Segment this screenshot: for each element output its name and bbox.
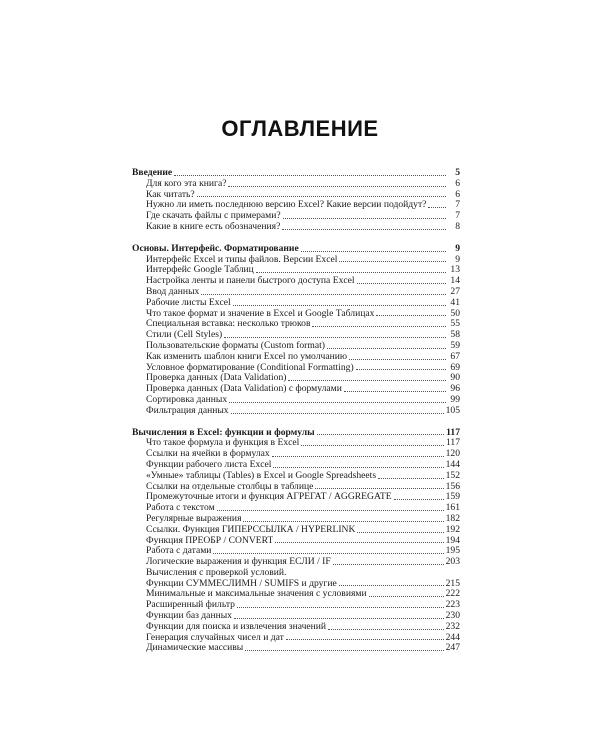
dot-leader — [228, 186, 446, 187]
entry-title: Интерфейс Google Таблиц — [146, 265, 254, 276]
toc-entry — [132, 341, 460, 352]
toc-entry — [132, 514, 460, 525]
dot-leader — [229, 402, 446, 403]
entry-title: Динамические массивы — [146, 643, 244, 654]
toc-section — [132, 244, 460, 417]
toc-entry — [132, 449, 460, 460]
page-number: 105 — [445, 404, 460, 416]
dot-leader — [376, 315, 446, 316]
toc-entry — [132, 330, 460, 341]
toc-entry — [132, 265, 460, 276]
toc-section-heading — [132, 428, 460, 439]
toc-entry — [132, 503, 460, 514]
toc-section — [132, 428, 460, 655]
dot-leader — [282, 229, 446, 230]
entry-title: Что такое формула и функция в Excel — [146, 438, 300, 449]
page-number: 244 — [445, 631, 460, 643]
page-number: 41 — [450, 296, 460, 308]
dot-leader — [237, 607, 444, 608]
toc-entry — [132, 525, 460, 536]
dot-leader — [312, 326, 446, 327]
toc-entry — [132, 579, 460, 590]
dot-leader — [272, 456, 444, 457]
toc-entry — [132, 568, 460, 579]
entry-title: Минимальные и максимальные значения с условиями — [146, 589, 367, 600]
page-number: 27 — [450, 285, 460, 297]
entry-title: Промежуточные итоги и функция АГРЕГАТ / AGGREGATE — [146, 492, 392, 503]
dot-leader — [224, 337, 446, 338]
toc-entry — [132, 298, 460, 309]
entry-title: Какие в книге есть обозначения? — [146, 221, 281, 232]
toc-entry — [132, 373, 460, 384]
entry-title: Ссылки на ячейки в формулах — [146, 449, 270, 460]
toc-entry — [132, 200, 460, 211]
dot-leader — [349, 359, 446, 360]
entry-title: Настройка ленты и панели быстрого доступа Excel — [146, 276, 355, 287]
page-number: 7 — [455, 210, 460, 222]
toc-entry — [132, 363, 460, 374]
entry-title: Функция ПРЕОБР / CONVERT — [146, 535, 274, 546]
page-number: 67 — [450, 350, 460, 362]
dot-leader — [301, 251, 446, 252]
entry-title: Рабочие листы Excel — [146, 297, 231, 308]
entry-title: Функции СУММЕСЛИМН / SUMIFS и другие — [146, 578, 337, 589]
dot-leader — [315, 488, 443, 489]
page-number: 230 — [445, 610, 460, 622]
entry-title: Ввод данных — [146, 286, 200, 297]
page-number: 120 — [445, 448, 460, 460]
toc-entry — [132, 276, 460, 287]
page-number: 182 — [445, 512, 460, 524]
entry-title: Логические выражения и функция ЕСЛИ / IF — [146, 557, 331, 568]
page-number: 159 — [445, 491, 460, 503]
toc-section-heading — [132, 244, 460, 255]
page-number: 223 — [445, 599, 460, 611]
toc-entry — [132, 438, 460, 449]
entry-title: Вычисления с проверкой условий. — [146, 567, 287, 578]
page-number: 96 — [450, 383, 460, 395]
entry-title: Работа с датами — [146, 546, 212, 557]
page-number: 5 — [455, 167, 460, 178]
toc-entry — [132, 255, 460, 266]
page-number: 117 — [446, 426, 460, 438]
dot-leader — [245, 650, 443, 651]
entry-title: Проверка данных (Data Validation) с формулами — [146, 384, 342, 395]
toc-entry — [132, 482, 460, 493]
page-number: 144 — [445, 458, 460, 470]
dot-leader — [394, 499, 444, 500]
dot-leader — [328, 629, 444, 630]
dot-leader — [234, 618, 444, 619]
entry-title: «Умные» таблицы (Tables) в Excel и Google Spreadsheets — [146, 470, 377, 481]
toc-entry — [132, 589, 460, 600]
dot-leader — [243, 521, 443, 522]
page-number: 14 — [450, 275, 460, 287]
dot-leader — [256, 272, 446, 273]
entry-title: Работа с текстом — [146, 503, 215, 514]
page-number: 90 — [450, 372, 460, 384]
page-number: 9 — [455, 242, 460, 254]
toc-entry — [132, 633, 460, 644]
page-number: 9 — [455, 253, 460, 265]
entry-title: Что такое формат и значение в Excel и Google Таблицах — [146, 308, 375, 319]
page-number: 99 — [450, 393, 460, 405]
entry-title: Введение — [132, 168, 173, 178]
entry-title: Регулярные выражения — [146, 513, 242, 524]
page-number: 7 — [455, 199, 460, 211]
toc-entry — [132, 611, 460, 622]
dot-leader — [339, 585, 444, 586]
dot-leader — [301, 445, 444, 446]
toc-entry — [132, 395, 460, 406]
toc-entry — [132, 309, 460, 320]
page-number: 215 — [445, 577, 460, 589]
toc-entry — [132, 352, 460, 363]
page-number: 156 — [445, 480, 460, 492]
entry-title: Интерфейс Excel и типы файлов. Версии Excel — [146, 254, 338, 265]
entry-title: Расширенный фильтр — [146, 600, 235, 611]
toc-entry — [132, 622, 460, 633]
dot-leader — [197, 196, 446, 197]
toc-section — [132, 168, 460, 233]
dot-leader — [217, 510, 444, 511]
toc-entry — [132, 600, 460, 611]
dot-leader — [275, 542, 443, 543]
dot-leader — [283, 218, 446, 219]
page-number: 69 — [450, 361, 460, 373]
dot-leader — [201, 294, 446, 295]
page-number: 161 — [445, 502, 460, 514]
page-number: 247 — [445, 642, 460, 654]
toc-entry — [132, 190, 460, 201]
toc-entry — [132, 287, 460, 298]
entry-title: Проверка данных (Data Validation) — [146, 373, 287, 384]
page-number: 117 — [445, 437, 460, 449]
toc-entry — [132, 536, 460, 547]
entry-title: Функции для поиска и извлечения значений — [146, 621, 327, 632]
dot-leader — [288, 380, 446, 381]
page-title: ОГЛАВЛЕНИЕ — [221, 116, 379, 141]
dot-leader — [317, 434, 444, 435]
dot-leader — [356, 369, 446, 370]
page-number: 222 — [445, 588, 460, 600]
dot-leader — [339, 261, 446, 262]
page-number: 58 — [450, 329, 460, 341]
page-number: 195 — [445, 545, 460, 557]
page-number: 13 — [450, 264, 460, 276]
dot-leader — [344, 391, 446, 392]
dot-leader — [357, 532, 443, 533]
page-number: 232 — [445, 620, 460, 632]
dot-leader — [357, 283, 446, 284]
page-number: 192 — [445, 523, 460, 535]
entry-title: Ссылки. Функция ГИПЕРССЫЛКА / HYPERLINK — [146, 524, 356, 535]
page-number: 55 — [450, 318, 460, 330]
toc-entry — [132, 179, 460, 190]
entry-title: Условное форматирование (Conditional Formatting) — [146, 362, 354, 373]
page-number: 50 — [450, 307, 460, 319]
toc-entry — [132, 384, 460, 395]
page-number: 152 — [445, 469, 460, 481]
dot-leader — [286, 639, 444, 640]
page-number: 194 — [445, 534, 460, 546]
dot-leader — [327, 348, 446, 349]
entry-title: Вычисления в Excel: функции и формулы — [132, 427, 315, 438]
entry-title: Функции баз данных — [146, 611, 232, 622]
page-number: 59 — [450, 339, 460, 351]
entry-title: Нужно ли иметь последнюю версию Excel? Какие версии подойдут? — [146, 200, 427, 211]
entry-title: Для кого эта книга? — [146, 178, 227, 189]
entry-title: Специальная вставка: несколько трюков — [146, 319, 311, 330]
toc-section-heading — [132, 168, 460, 179]
toc-entry — [132, 460, 460, 471]
dot-leader — [333, 564, 444, 565]
entry-title: Где скачать файлы с примерами? — [146, 211, 281, 222]
toc-entry — [132, 643, 460, 654]
dot-leader — [378, 478, 444, 479]
page-number: 203 — [445, 556, 460, 568]
entry-title: Сортировка данных — [146, 394, 228, 405]
dot-leader — [428, 207, 446, 208]
entry-title: Функции рабочего листа Excel — [146, 459, 272, 470]
entry-title: Стили (Cell Styles) — [146, 330, 223, 341]
page-number: 8 — [455, 220, 460, 232]
toc-entry — [132, 492, 460, 503]
entry-title: Основы. Интерфейс. Форматирование — [132, 243, 299, 254]
entry-title: Ссылки на отдельные столбцы в таблице — [146, 481, 314, 492]
toc-entry — [132, 211, 460, 222]
entry-title: Как читать? — [146, 189, 195, 200]
dot-leader — [174, 175, 446, 176]
dot-leader — [231, 413, 444, 414]
toc-entry — [132, 319, 460, 330]
toc-entry — [132, 471, 460, 482]
dot-leader — [273, 467, 443, 468]
entry-title: Пользовательские форматы (Custom format) — [146, 340, 325, 351]
table-of-contents — [132, 168, 460, 665]
toc-entry — [132, 222, 460, 233]
toc-entry — [132, 406, 460, 417]
entry-title: Фильтрация данных — [146, 405, 229, 416]
page-number: 6 — [455, 177, 460, 189]
entry-title: Генерация случайных чисел и дат — [146, 632, 284, 643]
dot-leader — [233, 305, 446, 306]
toc-entry — [132, 557, 460, 568]
toc-entry — [132, 546, 460, 557]
dot-leader — [213, 553, 443, 554]
entry-title: Как изменить шаблон книги Excel по умолчанию — [146, 351, 348, 362]
dot-leader — [369, 596, 444, 597]
page-number: 6 — [455, 188, 460, 200]
